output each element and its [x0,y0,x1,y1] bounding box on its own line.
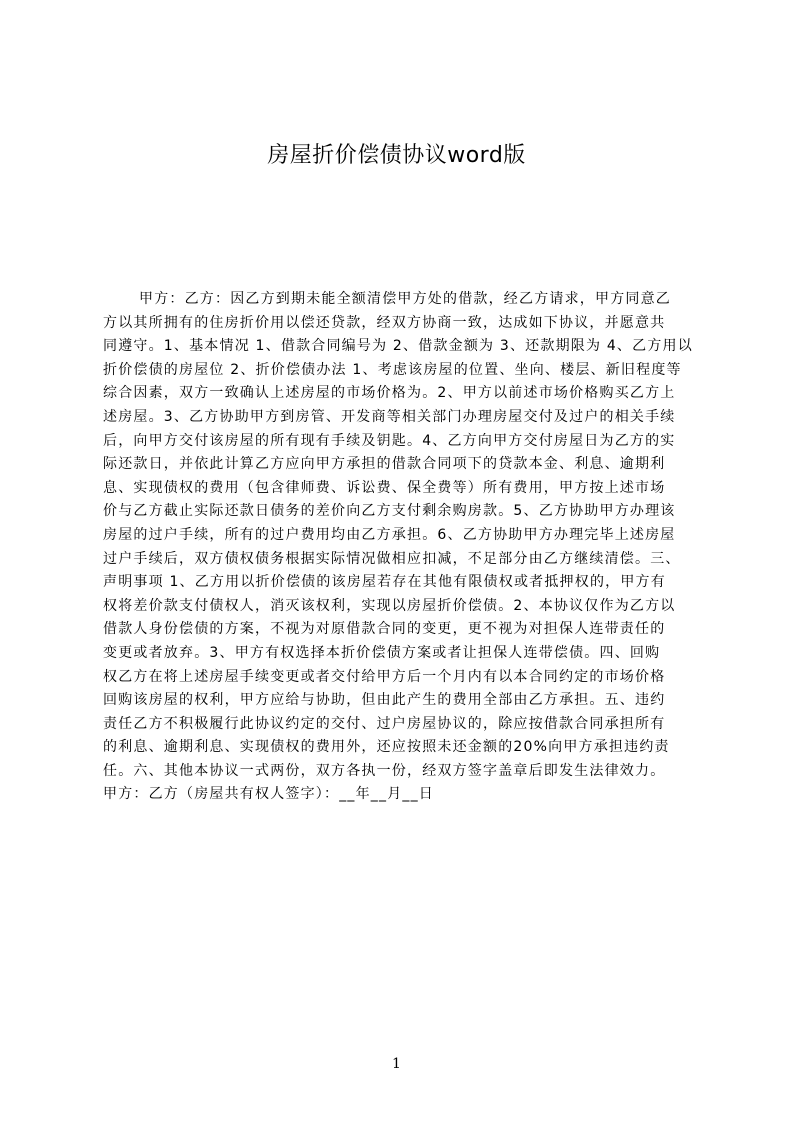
body-line: 权将差价款支付债权人，消灭该权利，实现以房屋折价偿债。2、本协议仅作为乙方以 [103,597,676,614]
body-line: 房屋的过户手续，所有的过户费用均由乙方承担。6、乙方协助甲方办理完毕上述房屋 [103,526,676,543]
body-line: 过户手续后，双方债权债务根据实际情况做相应扣减，不足部分由乙方继续清偿。三、 [103,550,681,567]
body-line: 借款人身份偿债的方案，不视为对原借款合同的变更，更不视为对担保人连带责任的 [103,621,666,638]
body-line: 述房屋。3、乙方协助甲方到房管、开发商等相关部门办理房屋交付及过户的相关手续 [103,408,676,425]
body-line: 甲方：乙方：因乙方到期未能全额清偿甲方处的借款，经乙方请求，甲方同意乙 [139,291,671,307]
body-line: 折价偿债的房屋位 2、折价偿债办法 1、考虑该房屋的位置、坐向、楼层、新旧程度等 [103,361,682,378]
body-line: 价与乙方截止实际还款日债务的差价向乙方支付剩余购房款。5、乙方协助甲方办理该 [103,503,676,520]
body-line: 息、实现债权的费用（包含律师费、诉讼费、保全费等）所有费用，甲方按上述市场 [103,479,666,496]
body-line: 权乙方在将上述房屋手续变更或者交付给甲方后一个月内有以本合同约定的市场价格 [103,668,666,685]
body-line: 方以其所拥有的住房折价用以偿还贷款，经双方协商一致，达成如下协议，并愿意共 [103,314,666,331]
signature-line: 甲方：乙方（房屋共有权人签字）：__年__月__日 [103,786,434,803]
document-title: 房屋折价偿债协议word版 [267,143,526,168]
body-line: 责任乙方不积极履行此协议约定的交付、过户房屋协议的，除应按借款合同承担所有 [103,715,666,732]
body-line: 回购该房屋的权利，甲方应给与协助，但由此产生的费用全部由乙方承担。五、违约 [103,692,666,709]
body-line: 后，向甲方交付该房屋的所有现有手续及钥匙。4、乙方向甲方交付房屋日为乙方的实 [103,432,676,449]
body-line: 的利息、逾期利息、实现债权的费用外，还应按照未还金额的20%向甲方承担违约责 [103,739,670,756]
body-line: 变更或者放弃。3、甲方有权选择本折价偿债方案或者让担保人连带偿债。四、回购 [103,644,661,661]
agreement-body [103,288,699,878]
page-number: 1 [392,1056,401,1072]
body-line: 任。六、其他本协议一式两份，双方各执一份，经双方签字盖章后即发生法律效力。 [103,762,666,779]
body-line: 同遵守。1、基本情况 1、借款合同编号为 2、借款金额为 3、还款期限为 4、乙方用以 [103,338,693,355]
body-line: 际还款日，并依此计算乙方应向甲方承担的借款合同项下的贷款本金、利息、逾期利 [103,456,666,473]
body-line: 声明事项 1、乙方用以折价偿债的该房屋若存在其他有限债权或者抵押权的，甲方有 [103,574,666,591]
body-line: 综合因素，双方一致确认上述房屋的市场价格为。2、甲方以前述市场价格购买乙方上 [103,385,676,402]
